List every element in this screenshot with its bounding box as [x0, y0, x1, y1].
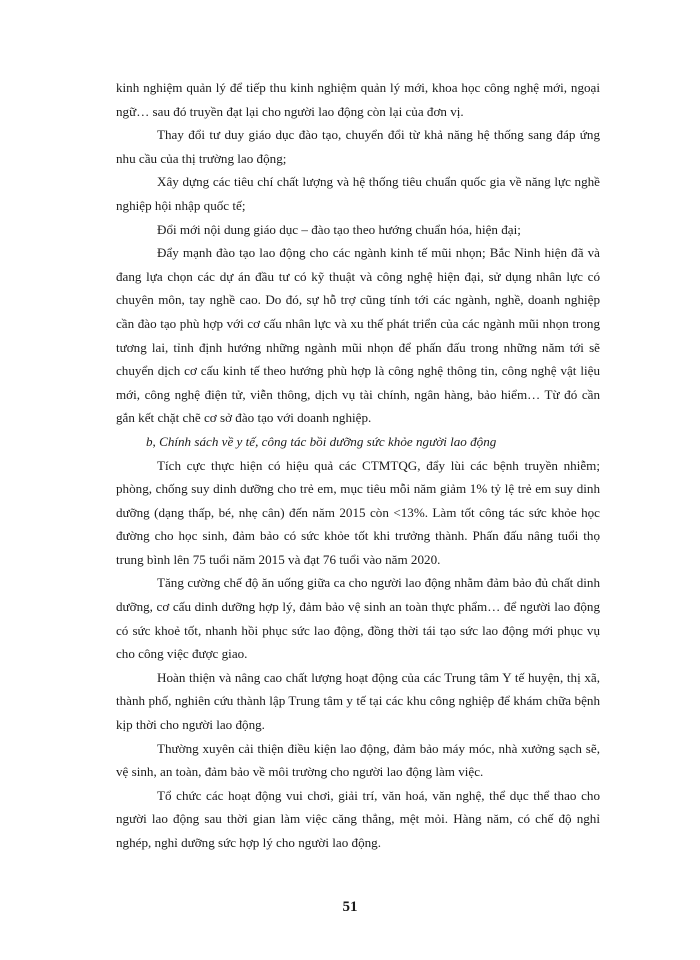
paragraph: Tích cực thực hiện có hiệu quả các CTMTQG, đẩy lùi các bệnh truyền nhiễm; phòng, chống suy dinh dưỡng cho trẻ em, mục tiêu mỗi năm giảm 1% tỷ lệ trẻ em suy dinh dưỡng (dạng thấp, bé, nhẹ cân) đến năm 2015 còn <13%. Làm tốt công tác sức khỏe học đường cho học sinh, đảm bảo có sức khỏe tốt khi trưởng thành. Phấn đấu nâng tuổi thọ trung bình lên 75 tuổi năm 2015 và đạt 76 tuổi vào năm 2020.	[116, 457, 600, 567]
paragraph: Tăng cường chế độ ăn uống giữa ca cho người lao động nhằm đảm bảo đủ chất dinh dưỡng, cơ cấu dinh dưỡng hợp lý, đảm bảo vệ sinh an toàn thực phẩm… để người lao động có sức khoẻ tốt, nhanh hồi phục sức lao động, đồng thời tái tạo sức lao động mới phục vụ cho công việc được giao.	[116, 575, 600, 662]
paragraph: Đẩy mạnh đào tạo lao động cho các ngành kinh tế mũi nhọn; Bắc Ninh hiện đã và đang lựa chọn các dự án đầu tư có kỹ thuật và công nghệ hiện đại, sử dụng nhân lực có chuyên môn, tay nghề cao. Do đó, sự hỗ trợ cũng tính tới các ngành, nghề, doanh nghiệp cần đào tạo phù hợp với cơ cấu nhân lực và xu thế phát triển của các ngành mũi nhọn trong tương lai, tỉnh định hướng những ngành mũi nhọn để phấn đấu trong những năm tới sẽ chuyển dịch cơ cấu kinh tế theo hướng phù hợp là công nghệ thông tin, công nghệ vật liệu mới, công nghệ điện tử, viễn thông, dịch vụ tài chính, ngân hàng, bảo hiểm… Từ đó cần gắn kết chặt chẽ cơ sở đào tạo với doanh nghiệp.	[116, 245, 600, 426]
paragraph-continuation: kinh nghiệm quản lý để tiếp thu kinh nghiệm quản lý mới, khoa học công nghệ mới, ngoại ngữ… sau đó truyền đạt lại cho người lao động còn lại của đơn vị.	[116, 80, 600, 119]
paragraph: Hoàn thiện và nâng cao chất lượng hoạt động của các Trung tâm Y tế huyện, thị xã, thành phố, nghiên cứu thành lập Trung tâm y tế tại các khu công nghiệp để khám chữa bệnh kịp thời cho người lao động.	[116, 669, 600, 733]
paragraph: Tổ chức các hoạt động vui chơi, giải trí, văn hoá, văn nghệ, thể dục thể thao cho người lao động sau thời gian làm việc căng thẳng, mệt mỏi. Hàng năm, có chế độ nghỉ nghép, nghỉ dưỡng sức hợp lý cho người lao động.	[116, 787, 600, 850]
paragraph: Thay đổi tư duy giáo dục đào tạo, chuyển đổi từ khả năng hệ thống sang đáp ứng nhu cầu của thị trường lao động;	[116, 127, 600, 166]
paragraph: Đổi mới nội dung giáo dục – đào tạo theo hướng chuẩn hóa, hiện đại;	[157, 221, 521, 237]
section-heading: b, Chính sách về y tế, công tác bồi dưỡng sức khỏe người lao động	[146, 433, 497, 449]
body-text	[116, 76, 600, 855]
paragraph: Xây dựng các tiêu chí chất lượng và hệ thống tiêu chuẩn quốc gia về năng lực nghề nghiệp hội nhập quốc tế;	[116, 174, 600, 213]
paragraph: Thường xuyên cải thiện điều kiện lao động, đảm bảo máy móc, nhà xưởng sạch sẽ, vệ sinh, an toàn, đảm bảo về môi trường cho người lao động làm việc.	[116, 740, 600, 780]
page-number: 51	[342, 899, 358, 915]
